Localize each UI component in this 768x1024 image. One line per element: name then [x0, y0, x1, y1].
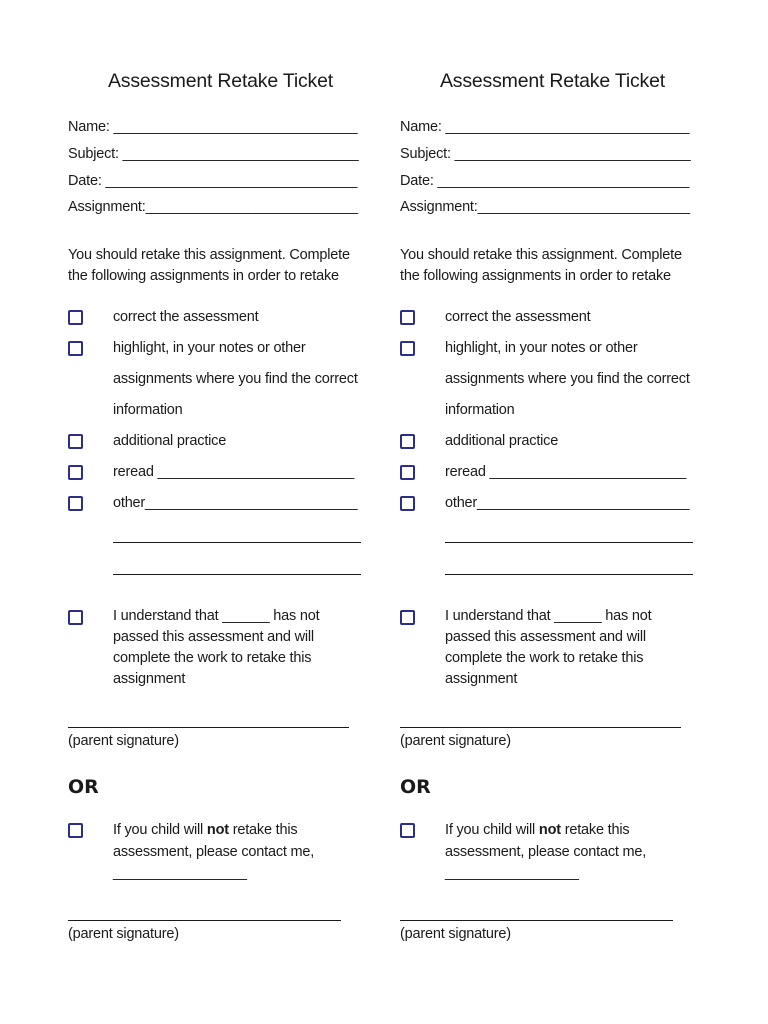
- item-correct-label: correct the assessment: [113, 309, 259, 325]
- parent-signature-line[interactable]: [400, 727, 681, 728]
- item-correct-label: correct the assessment: [445, 309, 591, 325]
- other-blank-line-1[interactable]: [445, 542, 693, 543]
- checkbox-correct[interactable]: [400, 310, 415, 325]
- contact-blank[interactable]: _________________: [113, 865, 247, 881]
- not-retake-line-2: assessment, please contact me,: [445, 844, 647, 860]
- ticket-title: Assessment Retake Ticket: [440, 70, 665, 92]
- item-practice-label: additional practice: [445, 433, 559, 449]
- subject-field[interactable]: Subject: ______________________________: [400, 146, 691, 162]
- intro-text-line-2: the following assignments in order to retake: [400, 268, 671, 284]
- ticket-title: Assessment Retake Ticket: [108, 70, 333, 92]
- understand-line-1: I understand that ______ has not: [113, 608, 320, 624]
- checkbox-highlight[interactable]: [68, 341, 83, 356]
- retake-ticket-left: [68, 0, 378, 1024]
- other-blank-line-2[interactable]: [113, 574, 361, 575]
- date-field[interactable]: Date: ________________________________: [68, 173, 358, 189]
- assignment-field[interactable]: Assignment:___________________________: [400, 199, 690, 215]
- other-blank-line-2[interactable]: [445, 574, 693, 575]
- name-field[interactable]: Name: _______________________________: [68, 119, 358, 135]
- parent-signature-label-2: (parent signature): [68, 926, 179, 942]
- checkbox-other[interactable]: [400, 496, 415, 511]
- understand-line-3: complete the work to retake this: [445, 650, 644, 666]
- checkbox-not-retake[interactable]: [68, 823, 83, 838]
- checkbox-highlight[interactable]: [400, 341, 415, 356]
- item-highlight-line-2: assignments where you find the correct: [445, 371, 690, 387]
- understand-line-3: complete the work to retake this: [113, 650, 312, 666]
- name-field[interactable]: Name: _______________________________: [400, 119, 690, 135]
- checkbox-reread[interactable]: [68, 465, 83, 480]
- parent-signature-line[interactable]: [68, 727, 349, 728]
- not-retake-line-2: assessment, please contact me,: [113, 844, 315, 860]
- item-highlight-line-1: highlight, in your notes or other: [445, 340, 638, 356]
- or-label: OR: [68, 776, 99, 798]
- item-practice-label: additional practice: [113, 433, 227, 449]
- understand-line-2: passed this assessment and will: [445, 629, 646, 645]
- item-reread-label[interactable]: reread _________________________: [113, 464, 355, 480]
- intro-text-line-1: You should retake this assignment. Complete: [400, 247, 682, 263]
- not-retake-line-1: If you child will not retake this: [445, 822, 630, 838]
- subject-field[interactable]: Subject: ______________________________: [68, 146, 359, 162]
- parent-signature-label-2: (parent signature): [400, 926, 511, 942]
- parent-signature-line-2[interactable]: [68, 920, 341, 921]
- not-retake-line-1: If you child will not retake this: [113, 822, 298, 838]
- item-highlight-line-1: highlight, in your notes or other: [113, 340, 306, 356]
- parent-signature-label: (parent signature): [68, 733, 179, 749]
- understand-line-1: I understand that ______ has not: [445, 608, 652, 624]
- understand-line-4: assignment: [113, 671, 186, 687]
- parent-signature-label: (parent signature): [400, 733, 511, 749]
- retake-ticket-right: [400, 0, 710, 1024]
- intro-text-line-1: You should retake this assignment. Complete: [68, 247, 350, 263]
- item-other-label[interactable]: other___________________________: [445, 495, 690, 511]
- item-highlight-line-2: assignments where you find the correct: [113, 371, 358, 387]
- checkbox-other[interactable]: [68, 496, 83, 511]
- intro-text-line-2: the following assignments in order to retake: [68, 268, 339, 284]
- understand-line-4: assignment: [445, 671, 518, 687]
- checkbox-not-retake[interactable]: [400, 823, 415, 838]
- contact-blank[interactable]: _________________: [445, 865, 579, 881]
- checkbox-practice[interactable]: [68, 434, 83, 449]
- parent-signature-line-2[interactable]: [400, 920, 673, 921]
- checkbox-understand[interactable]: [400, 610, 415, 625]
- item-reread-label[interactable]: reread _________________________: [445, 464, 687, 480]
- or-label: OR: [400, 776, 431, 798]
- checkbox-practice[interactable]: [400, 434, 415, 449]
- checkbox-reread[interactable]: [400, 465, 415, 480]
- assignment-field[interactable]: Assignment:___________________________: [68, 199, 358, 215]
- item-other-label[interactable]: other___________________________: [113, 495, 358, 511]
- checkbox-understand[interactable]: [68, 610, 83, 625]
- understand-line-2: passed this assessment and will: [113, 629, 314, 645]
- date-field[interactable]: Date: ________________________________: [400, 173, 690, 189]
- item-highlight-line-3: information: [445, 402, 515, 418]
- other-blank-line-1[interactable]: [113, 542, 361, 543]
- checkbox-correct[interactable]: [68, 310, 83, 325]
- item-highlight-line-3: information: [113, 402, 183, 418]
